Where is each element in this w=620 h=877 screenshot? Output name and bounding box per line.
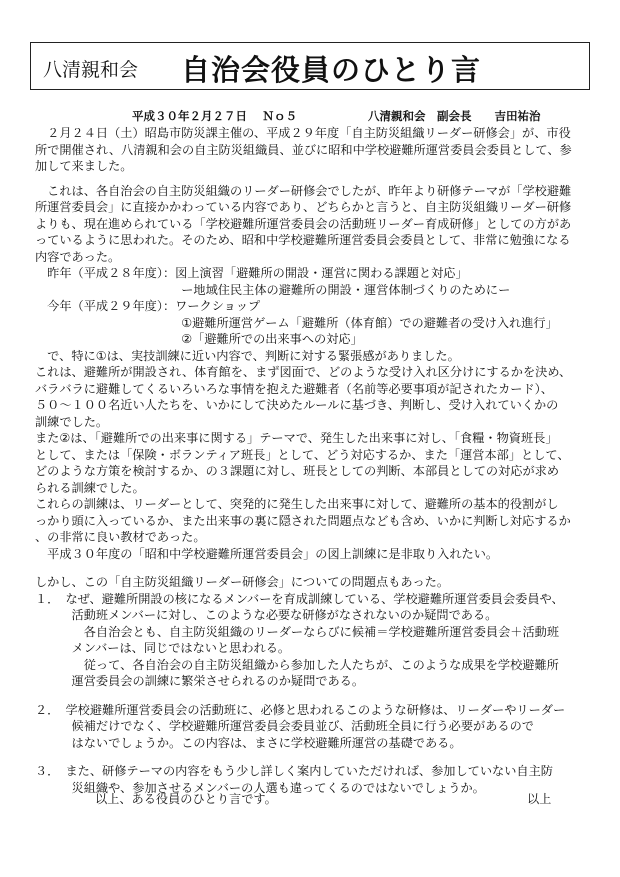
paragraph-8 (35, 702, 593, 752)
author-line: 八清親和会 副会長 吉田祐治 (368, 109, 541, 123)
page-title: 自治会役員のひとり言 (181, 53, 482, 87)
text-line: 訓練でした。 (35, 414, 109, 429)
text-line: バラバラに避難してくるいろいろな事情を抱えた避難者（名前等必要事項が記されたカード）、 (35, 381, 553, 396)
text-line: ２． 学校避難所運営委員会の活動班に、必修と思われるこのような研修は、リーダーやリーダー (35, 702, 566, 717)
title-box (30, 42, 590, 90)
paragraph-5 (35, 430, 593, 496)
text-line: 加して来ました。 (35, 159, 133, 173)
text-line: 平成３０年度の「昭和中学校避難所運営委員会」の図上訓練に是非取り入れたい。 (35, 546, 499, 561)
text-line: 運営委員会の訓練に繁栄させられるのか疑問である。 (35, 674, 365, 688)
text-line: ー地域住民主体の避難所の開設・運営体制づくりのためにー (35, 282, 511, 297)
paragraph-4 (35, 364, 593, 430)
text-line: ②「避難所での出来事への対応」 (35, 332, 363, 346)
text-line: ２月２４日（土）昭島市防災課主催の、平成２９年度「自主防災組織リーダー研修会」が、市役 (35, 126, 571, 140)
text-line: また②は、「避難所での出来事に関する」テーマで、発生した出来事に対し、「食糧・物資班長」 (35, 431, 558, 445)
text-line: １． なぜ、避難所開設の核になるメンバーを育成訓練している、学校避難所運営委員会委員や、 (35, 591, 564, 606)
paragraph-1 (35, 125, 593, 175)
text-line: として、または「保険・ボランティア班長」として、どう対応するか、また「運営本部」として、 (35, 447, 570, 462)
paragraph-6 (35, 496, 593, 562)
text-line: ３． また、研修テーマの内容をもう少し詳しく案内していただければ、参加していない自主防 (35, 764, 553, 778)
text-line: っかり頭に入っているか、また出来事の裏に隠された問題点なども含め、いかに判断し対応するか (35, 513, 571, 528)
text-line: 昨年（平成２８年度）：図上演習「避難所の開設・運営に関わる課題と対応」 (35, 266, 468, 280)
text-line: 所で開催され、八清親和会の自主防災組織員、並びに昭和中学校避難所運営委員会委員として、参 (35, 142, 572, 157)
text-line: 従って、各自治会の自主防災組織から参加した人たちが、このような成果を学校避難所 (35, 657, 559, 672)
text-line: これは、各自治会の自主防災組織のリーダー研修会でしたが、昨年より研修テーマが「学校避難 (35, 183, 572, 198)
text-line: ５０～１００名近い人たちを、いかにして決めたルールに基づき、判断し、受け入れていくかの (35, 398, 559, 412)
text-line: 、の非常に良い教材であった。 (35, 530, 206, 544)
text-line: で、特に①は、実技訓練に近い内容で、判断に対する緊張感がありました。 (35, 348, 460, 363)
closing-remark: 以上、ある役員のひとり言です。 (95, 792, 277, 806)
text-line: はないでしょうか。この内容は、まさに学校避難所運営の基礎である。 (35, 735, 462, 750)
text-line: 災組織や、参加させるメンバーの人選も違ってくるのではないでしょうか。 (35, 780, 485, 795)
text-line: しかし、この「自主防災組織リーダー研修会」についての問題点もあった。 (35, 575, 450, 589)
end-mark: 以上 (527, 792, 552, 806)
text-line: どのような方策を検討するか、の３課題に対し、班長としての判断、本部員としての対応が求め (35, 464, 560, 478)
text-line: 内容であった。 (35, 249, 121, 264)
text-line: ①避難所運営ゲーム「避難所（体育館）での避難者の受け入れ進行」 (35, 315, 558, 330)
text-line: これらの訓練は、リーダーとして、突発的に発生した出来事に対して、避難所の基本的役割がし (35, 497, 559, 511)
paragraph-7 (35, 574, 593, 690)
text-line: 各自治会とも、自主防災組織のリーダーならびに候補＝学校避難所運営委員会＋活動班 (35, 624, 560, 639)
text-line: よりも、現在進められている「学校避難所運営委員会の活動班リーダー育成研修」としての方があ (35, 216, 572, 231)
text-line: 今年（平成２９年度）：ワークショップ (35, 299, 261, 313)
text-line: メンバーは、同じではないと思われる。 (35, 641, 291, 655)
paragraph-2 (35, 183, 593, 266)
body-text (35, 125, 593, 796)
text-line: っているように思われた。そのため、昭和中学校避難所運営委員会委員として、非常に勉強になる (35, 233, 571, 247)
issue-date: 平成３０年２月２７日 Ｎｏ５ (132, 109, 298, 123)
text-line: これは、避難所が開設され、体育館を、まず図面で、どのような受け入れ区分けにするかを決め、 (35, 365, 572, 379)
text-line: 活動班メンバーに対し、このような必要な研修がなされないのか疑問である。 (35, 608, 498, 622)
org-name: 八清親和会 (43, 59, 139, 81)
text-line: られる訓練でした。 (35, 480, 145, 495)
text-line: 所運営委員会」に直接かかわっている内容であり、どちらかと言うと、自主防災組織リーダー研修 (35, 200, 572, 214)
text-line: 候補だけでなく、学校避難所運営委員会委員並び、活動班全員に行う必要があるので (35, 719, 534, 733)
paragraph-3 (35, 265, 593, 364)
